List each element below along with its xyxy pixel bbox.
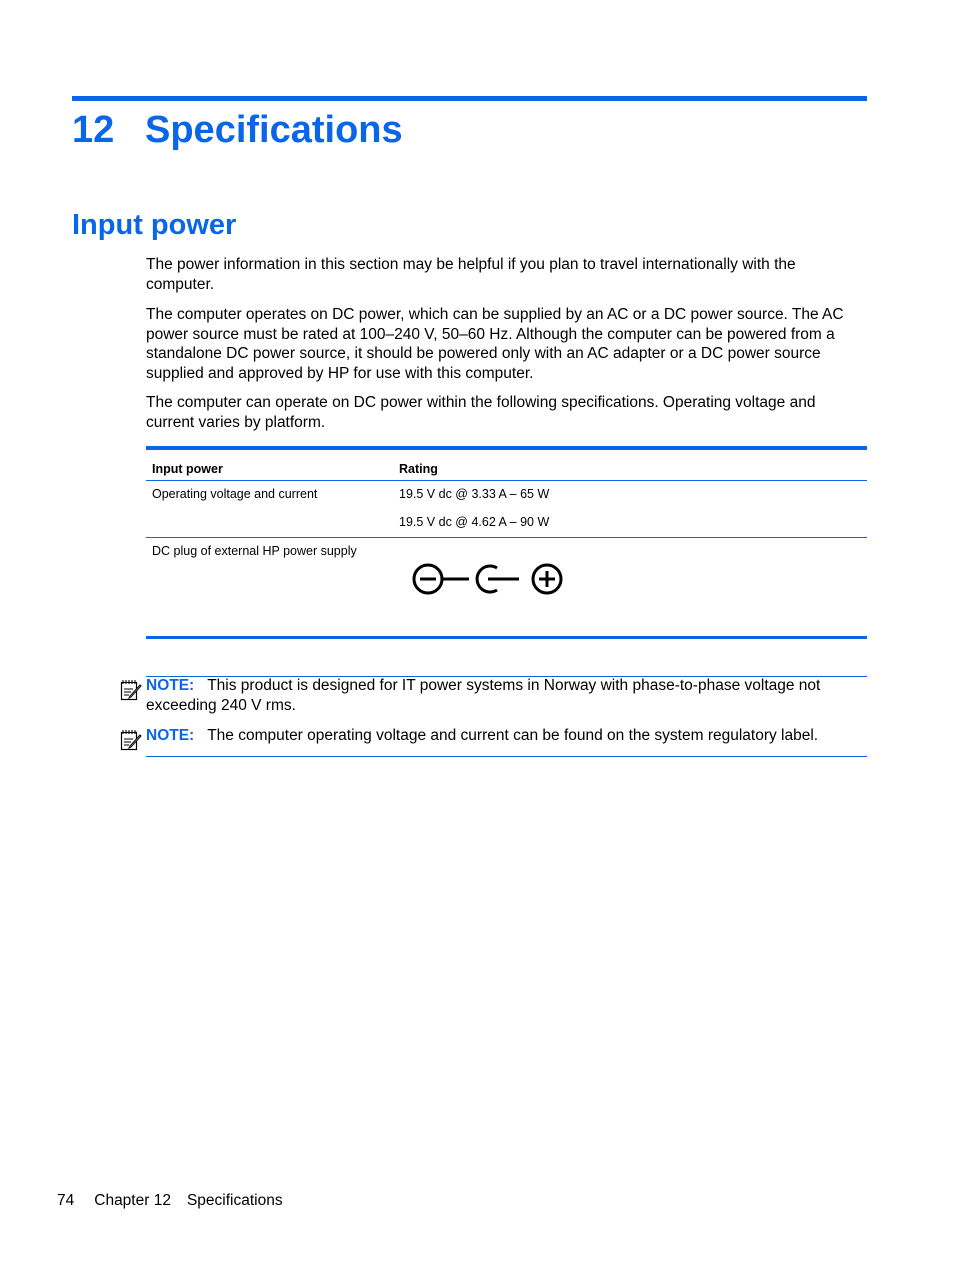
table-bottom-rule bbox=[146, 636, 867, 639]
rating-value-65w: 19.5 V dc @ 3.33 A – 65 W bbox=[399, 487, 550, 501]
note-label: NOTE: bbox=[146, 677, 195, 694]
row-label-operating-voltage: Operating voltage and current bbox=[152, 487, 318, 501]
table-header-row bbox=[146, 450, 867, 481]
chapter-number: 12 bbox=[72, 109, 115, 151]
note-body: This product is designed for IT power systems in Norway with phase-to-phase voltage not exceeding 240 V rms. bbox=[146, 677, 821, 714]
paragraph-dc-power: The computer operates on DC power, which can be supplied by an AC or a DC power source. The AC power source must be rated at 100–240 V, 50–60 Hz. Although the computer can be powered from a standalone DC power source, it should be powered only with an AC adapter or a DC power source supplied and approved by HP for use with this computer. bbox=[146, 306, 844, 382]
note-label: NOTE: bbox=[146, 727, 195, 744]
paragraph-specifications: The computer can operate on DC power within the following specifications. Operating voltage and current varies by platform. bbox=[146, 394, 816, 431]
page-number: 74 bbox=[57, 1192, 75, 1209]
input-power-table bbox=[146, 446, 867, 639]
notes-bottom-rule bbox=[146, 756, 867, 757]
page-footer bbox=[57, 1192, 303, 1210]
rating-value-90w: 19.5 V dc @ 4.62 A – 90 W bbox=[399, 515, 550, 529]
chapter-title-text: Specifications bbox=[145, 109, 403, 151]
section-title: Input power bbox=[72, 209, 237, 241]
chapter-title bbox=[72, 106, 403, 154]
note-pad-icon bbox=[120, 729, 142, 751]
table-header-rating: Rating bbox=[399, 462, 438, 476]
row-label-dc-plug: DC plug of external HP power supply bbox=[152, 544, 357, 558]
note-body: The computer operating voltage and current can be found on the system regulatory label. bbox=[207, 727, 819, 744]
row-values bbox=[399, 481, 867, 537]
dc-plug-symbol-cell bbox=[399, 538, 867, 636]
note-text bbox=[146, 726, 858, 746]
dc-polarity-symbol-icon bbox=[411, 562, 565, 596]
chapter-rule bbox=[72, 96, 867, 101]
table-row bbox=[146, 481, 867, 538]
footer-chapter: Chapter 12 bbox=[94, 1192, 171, 1209]
note-pad-icon bbox=[120, 679, 142, 701]
paragraph-travel: The power information in this section may be helpful if you plan to travel internationally with the computer. bbox=[146, 256, 796, 293]
table-row bbox=[146, 538, 867, 636]
note-text bbox=[146, 676, 858, 715]
table-header-input-power: Input power bbox=[152, 462, 223, 476]
footer-title: Specifications bbox=[186, 1192, 283, 1209]
